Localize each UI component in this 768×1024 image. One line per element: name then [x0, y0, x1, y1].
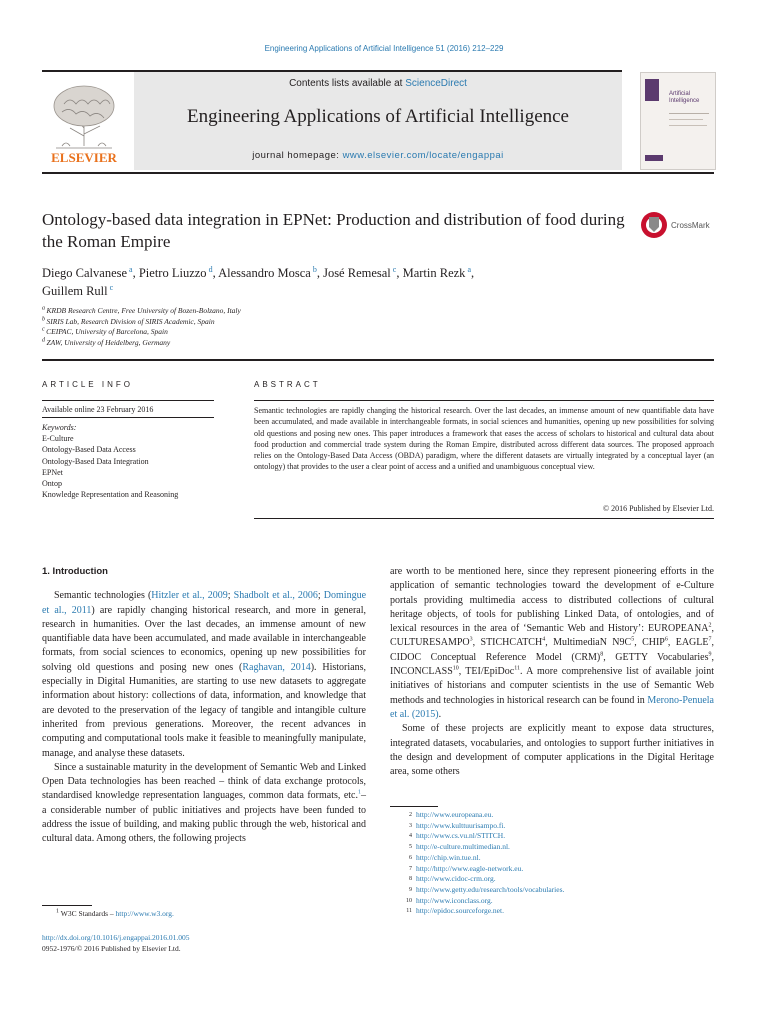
abstract-heading: ABSTRACT [254, 380, 321, 389]
citation-link[interactable]: Merono-Penuela et al. (2015) [390, 694, 714, 720]
footnote-link[interactable]: http://www.cidoc-crm.org. [416, 874, 496, 884]
footnote-link[interactable]: http://www.w3.org. [115, 909, 174, 918]
footnote-link[interactable]: http://http://www.eagle-network.eu. [416, 863, 524, 873]
keyword: Ontop [42, 479, 62, 489]
keyword: Ontology-Based Data Access [42, 445, 136, 455]
footnote: 9 http://www.getty.edu/research/tools/vocabularies. [409, 884, 565, 894]
body-paragraph: Some of these projects are explicitly meant to expose data structures, integrated datasets, vocabularies, and ontologies to support further initiatives in the design and development of computer applications in the Digital Heritage area, some others [390, 723, 714, 778]
affiliation: $^b$ SIRIS Lab, Research Division of SIRIS Academic, Spain [42, 316, 215, 326]
journal-title: Engineering Applications of Artificial Intelligence [187, 106, 569, 127]
issn-line: 0952-1976/© 2016 Published by Elsevier Ltd. [42, 943, 181, 953]
footnote: 3 http://www.kulttuurisampo.fi. [409, 820, 506, 830]
footnote-ref[interactable]: 1 [358, 790, 361, 797]
body-paragraph: Since a sustainable maturity in the development of Semantic Web and Linked Open Data technologies has been reached – think of data exchange protocols, standardised knowledge representation languages, common data formats, etc.$^1$– a considerable number of public initiatives and projects have been funded to address the issue of building, and making public through the web, historical and cultural data. Among others, the following projects [42, 761, 366, 845]
title-block-rule [42, 359, 714, 361]
author-name[interactable]: Martin Rezk [402, 266, 466, 280]
elsevier-wordmark: ELSEVIER [51, 150, 117, 165]
author-name[interactable]: Guillem Rull [42, 284, 108, 298]
abstract-rule [254, 400, 714, 401]
keywords-block [42, 422, 242, 500]
footnote: $^1$ W3C Standards – http://www.w3.org. [56, 908, 174, 918]
affiliation: $^d$ ZAW, University of Heidelberg, Germany [42, 337, 171, 347]
footnote-link[interactable]: http://chip.win.tue.nl. [416, 852, 481, 862]
contents-line [134, 78, 622, 89]
keyword: E-Culture [42, 434, 74, 444]
footnote: 2 http://www.europeana.eu. [409, 810, 494, 819]
cover-title: Artificial Intelligence [669, 91, 700, 104]
available-online-date: Available online 23 February 2016 [42, 405, 154, 414]
footnote-rule [42, 905, 92, 906]
journal-citation[interactable]: Engineering Applications of Artificial Intelligence 51 (2016) 212–229 [264, 44, 504, 53]
author-name[interactable]: Alessandro Mosca [218, 266, 311, 280]
journal-cover-thumbnail [640, 72, 716, 170]
footnote-link[interactable]: http://www.iconclass.org. [416, 895, 493, 905]
citation-link[interactable]: Shadbolt et al., 2006 [233, 590, 318, 602]
footnote-link[interactable]: http://www.kulttuurisampo.fi. [416, 820, 506, 830]
author-name[interactable]: José Remesal [323, 266, 391, 280]
homepage-line [134, 150, 622, 161]
footnote: 11 http://epidoc.sourceforge.net. [406, 906, 504, 916]
abstract-rule-bottom [254, 518, 714, 519]
author-name[interactable]: Diego Calvanese [42, 266, 128, 280]
body-paragraph: Semantic technologies (Hitzler et al., 2009; Shadbolt et al., 2006; Domingue et al., 2011) are rapidly changing historical research, and more in general, research in humanities. Over the last decades, an immense amount of new quantifiable data have been accumulated, and made available in interchangeable formats, from social sciences to economics, opening up new possibilities for solving old questions and posing new ones (Raghavan, 2014). Historians, especially in Digital Humanities, are starting to use new datasets to aggregate information about history: collections of data, information, and knowledge that are devoted to the preservation of the legacy of tangible and intangible culture inherited from previous generations. Moreover, the recent advances in computing and computational tools make it feasible to meaningfully manipulate, manage, and analyse these datasets. [42, 590, 367, 759]
body-column-left [42, 565, 366, 847]
article-info-heading: ARTICLE INFO [42, 380, 133, 389]
author-affiliation-mark[interactable]: c [390, 264, 397, 274]
contents-prefix: Contents lists available at [289, 78, 406, 89]
author-affiliation-mark[interactable]: a [465, 264, 471, 274]
article-title: Ontology-based data integration in EPNet: Production and distribution of food during the Roman Empire [42, 210, 625, 251]
footnote-link[interactable]: http://e-culture.multimedian.nl. [416, 842, 510, 852]
doi-block [42, 933, 190, 954]
footnote: 5 http://e-culture.multimedian.nl. [409, 842, 510, 852]
keyword: EPNet [42, 467, 63, 477]
keyword: Ontology-Based Data Integration [42, 456, 149, 466]
affiliation: $^a$ KRDB Research Centre, Free University of Bozen-Bolzano, Italy [42, 305, 241, 315]
crossmark-badge[interactable] [640, 210, 720, 240]
affiliation: $^c$ CEIPAC, University of Barcelona, Spain [42, 326, 168, 336]
homepage-link[interactable]: www.elsevier.com/locate/engappai [342, 150, 504, 161]
footnote-link[interactable]: http://epidoc.sourceforge.net. [416, 906, 504, 916]
footnote-rule [390, 806, 438, 807]
footnote-link[interactable]: http://www.europeana.eu. [416, 810, 494, 819]
citation-link[interactable]: Domingue et al., 2011 [42, 590, 367, 616]
section-heading: 1. Introduction [42, 566, 108, 577]
crossmark-icon [640, 210, 668, 240]
footnote: 8 http://www.cidoc-crm.org. [409, 874, 496, 884]
header-rule-bottom [42, 172, 714, 174]
author-name[interactable]: Pietro Liuzzo [138, 266, 207, 280]
footnote: 10 http://www.iconclass.org. [406, 895, 493, 905]
author-affiliation-mark[interactable]: c [107, 282, 114, 292]
author-affiliation-mark[interactable]: a [127, 264, 133, 274]
keyword: Knowledge Representation and Reasoning [42, 490, 179, 500]
footnote-list [390, 810, 714, 917]
abstract-copyright: © 2016 Published by Elsevier Ltd. [603, 504, 714, 513]
citation-link[interactable]: Raghavan, 2014 [242, 661, 311, 673]
author-affiliation-mark[interactable]: d [206, 264, 213, 274]
author-list: Diego Calvanese $^a$, Pietro Liuzzo $^d$, Alessandro Mosca $^b$, José Remesal $^c$, Martin Rezk $^a$, Guillem Rull $^c$ [42, 264, 475, 298]
footnote-link[interactable]: http://www.cs.vu.nl/STITCH. [416, 831, 506, 841]
affiliation-list [42, 306, 442, 348]
citation-link[interactable]: Hitzler et al., 2009 [151, 590, 228, 602]
footnote: 6 http://chip.win.tue.nl. [409, 852, 481, 862]
elsevier-logo [42, 76, 126, 166]
footnote: 7 http://http://www.eagle-network.eu. [409, 863, 524, 873]
footnote: 4 http://www.cs.vu.nl/STITCH. [409, 831, 506, 841]
crossmark-label: CrossMark [671, 221, 710, 230]
footnote-link[interactable]: http://www.getty.edu/research/tools/vocabularies. [416, 884, 565, 894]
body-paragraph: are worth to be mentioned here, since they represent pioneering efforts in the application of semantic technologies toward the development of e-Culture portals providing multimedia access to distributed collections of cultural heritage objects, of tools for publishing Linked Data, of ontologies, and of lexical resources in the area of ‘Semantic Web and History’: EUROPEANA$^2$, CULTURESAMPO$^3$, STICHCATCH$^4$, MultimediaN $N9C^5$, CHIP$^6$, EAGLE$^7$, CIDOC Conceptual Reference Model (CRM)$^8$, GETTY Vocabularies$^9$, INCONCLASS$^{10}$, TEI/EpiDoc$^{11}$. A more comprehensive list of available joint initiatives of historians and computer scientists in the use of Semantic Web methods and technologies in historical research can be found in Merono-Penuela et al. (2015). [390, 566, 714, 720]
cover-emblem [645, 79, 659, 101]
body-column-right [390, 565, 714, 779]
article-info-rule-2 [42, 417, 214, 418]
article-info-rule [42, 400, 214, 401]
author-affiliation-mark[interactable]: b [310, 264, 317, 274]
abstract-text: Semantic technologies are rapidly changing the historical research. Over the last decades, an immense amount of new quantifiable data have been accumulated, and made available in interchangeable formats, in social sciences and humanities, opening up new possibilities for solving old questions and posing new ones. This paper introduces a framework that eases the access of scholars to historical and cultural data about food production and commercial trade system during the Roman Empire, distributed across different data sources. The proposed approach relies on the Ontology-Based Data Access (OBDA) paradigm, where the different datasets are virtually integrated by a conceptual layer (an ontology) that provides to the user a clear point of access and a unified and unambiguous conceptual view. [254, 406, 714, 472]
sciencedirect-link[interactable]: ScienceDirect [405, 78, 467, 89]
homepage-prefix: journal homepage: [252, 150, 343, 161]
doi-link[interactable]: http://dx.doi.org/10.1016/j.engappai.2016.01.005 [42, 933, 190, 942]
keywords-heading: Keywords: [42, 423, 77, 432]
